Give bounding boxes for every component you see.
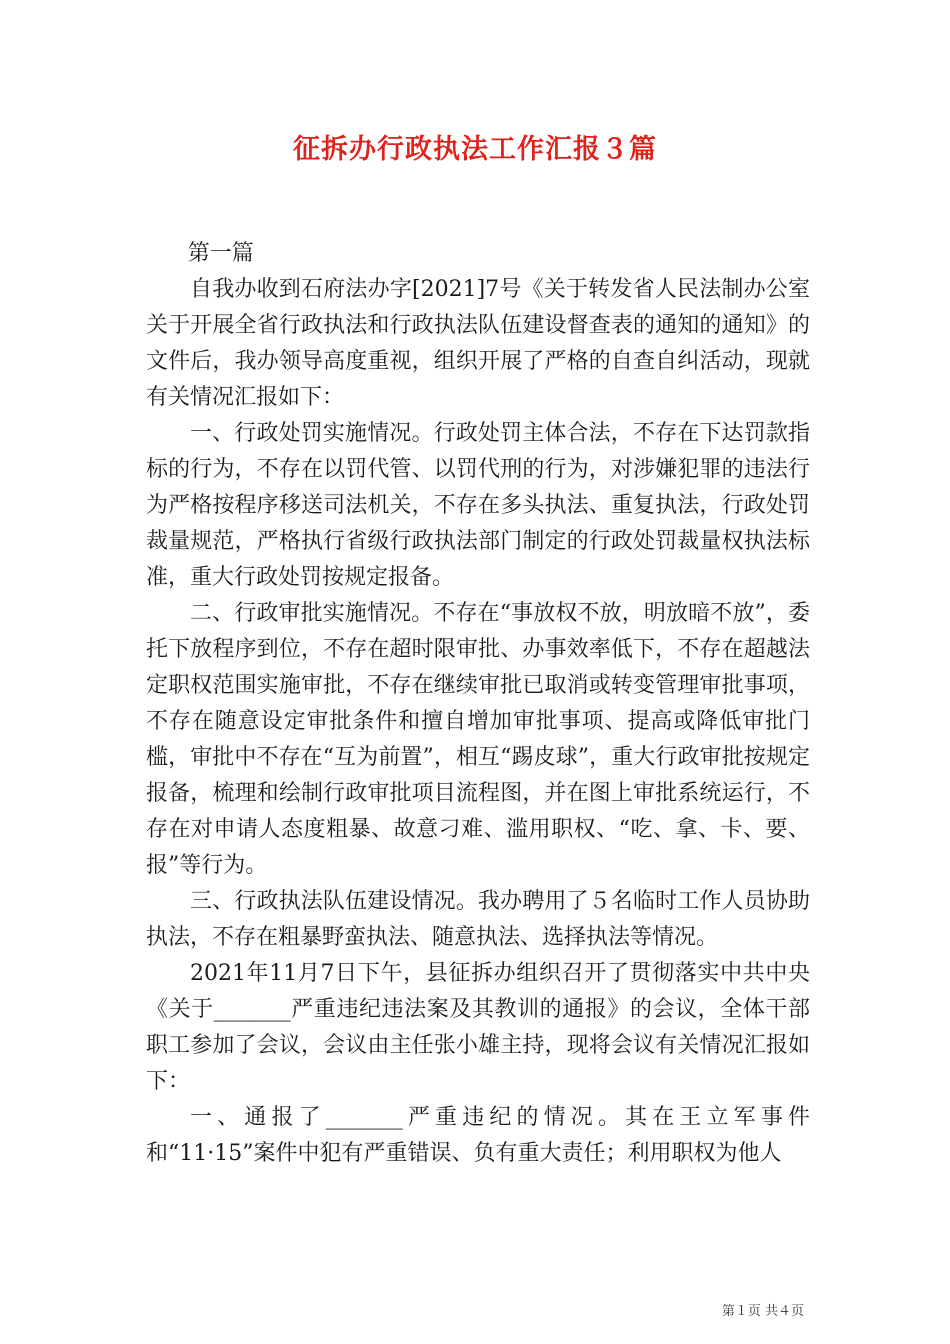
paragraph: 2021年11月7日下午，县征拆办组织召开了贯彻落实中共中央《关于_______严重违纪违法案及其教训的通报》的会议，全体干部职工参加了会议，会议由主任张小雄主持，现将会议有关情况汇报如下：: [146, 961, 810, 1094]
paragraph: 一、通报了_______严重违纪的情况。其在王立军事件和“11·15”案件中犯有严重错误、负有重大责任；利用职权为他人: [146, 1105, 810, 1166]
document-title: 征拆办行政执法工作汇报３篇: [293, 134, 657, 165]
document-body: [146, 236, 810, 1172]
paragraph: 二、行政审批实施情况。不存在“事放权不放，明放暗不放”，委托下放程序到位，不存在超时限审批、办事效率低下，不存在超越法定职权范围实施审批，不存在继续审批已取消或转变管理审批事项，不存在随意设定审批条件和擅自增加审批事项、提高或降低审批门槛，审批中不存在“互为前置”，相互“踢皮球”，重大行政审批按规定报备，梳理和绘制行政审批项目流程图，并在图上审批系统运行，不存在对申请人态度粗暴、故意刁难、滥用职权、“吃、拿、卡、要、报”等行为。: [146, 601, 810, 878]
section-heading: 第一篇: [187, 241, 254, 266]
paragraph: 三、行政执法队伍建设情况。我办聘用了５名临时工作人员协助执法，不存在粗暴野蛮执法、随意执法、选择执法等情况。: [146, 889, 810, 950]
paragraph: 自我办收到石府法办字[2021]7号《关于转发省人民法制办公室关于开展全省行政执法和行政执法队伍建设督查表的通知的通知》的文件后，我办领导高度重视，组织开展了严格的自查自纠活动，现就有关情况汇报如下：: [146, 277, 810, 410]
paragraph: 一、行政处罚实施情况。行政处罚主体合法，不存在下达罚款指标的行为，不存在以罚代管、以罚代刑的行为，对涉嫌犯罪的违法行为严格按程序移送司法机关，不存在多头执法、重复执法，行政处罚裁量规范，严格执行省级行政执法部门制定的行政处罚裁量权执法标准，重大行政处罚按规定报备。: [146, 421, 810, 590]
page-number-footer: 第１页 共４页: [721, 1304, 804, 1319]
